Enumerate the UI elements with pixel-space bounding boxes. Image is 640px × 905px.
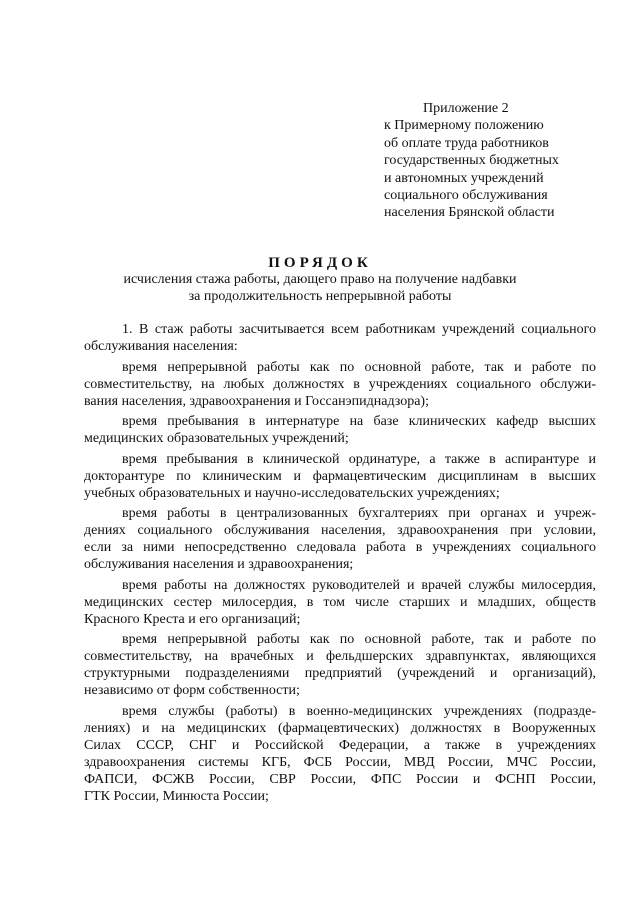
paragraph-line: время работы в централизованных бухгалтериях при органах и учреж- xyxy=(122,506,596,521)
paragraph-line: ФАПСИ, ФСЖВ России, СВР России, ФПС России и ФСНП России, xyxy=(84,771,596,787)
paragraph-line: медицинских образовательных учреждений; xyxy=(84,431,349,446)
paragraph xyxy=(84,413,596,447)
paragraph-line: время непрерывной работы как по основной работе, так и работе по xyxy=(122,632,596,647)
paragraph-line: совместительству, на любых должностях в учреждениях социального обслужи- xyxy=(84,376,596,392)
paragraph-line: обслуживания населения и здравоохранения; xyxy=(84,557,354,572)
appendix-line: населения Брянской области xyxy=(384,205,555,221)
paragraph-line: медицинских сестер милосердия, в том числе старших и младших, обществ xyxy=(84,594,596,610)
document-subtitle xyxy=(0,271,640,305)
paragraph-line: учебных образовательных и научно-исследовательских учреждениях; xyxy=(84,485,500,501)
paragraph-line: структурными подразделениями предприятий (учреждений и организаций), xyxy=(84,666,596,681)
paragraph-line: обслуживания населения: xyxy=(84,339,238,354)
document-title: ПОРЯДОК xyxy=(268,255,372,271)
paragraph-line: Красного Креста и его организаций; xyxy=(84,611,301,627)
appendix-line: социального обслуживания xyxy=(384,188,548,204)
paragraph xyxy=(84,631,596,699)
paragraph-line: время службы (работы) в военно-медицинских учреждениях (подразде- xyxy=(122,703,596,719)
paragraph-line: ГТК России, Минюста России; xyxy=(84,788,269,804)
appendix-line: к Примерному положению xyxy=(384,118,544,134)
paragraph-line: время пребывания в клинической ординатуре, а также в аспирантуре и xyxy=(122,451,596,467)
paragraph-line: докторантуре по клиническим и фармацевтическим дисциплинам в высших xyxy=(84,468,596,484)
paragraph-line: время пребывания в интернатуре на базе клинических кафедр высших xyxy=(122,414,596,429)
appendix-line: и автономных учреждений xyxy=(384,170,544,186)
appendix-line: Приложение 2 xyxy=(423,101,509,116)
document-body xyxy=(84,321,596,808)
appendix-line: об оплате труда работников xyxy=(384,135,549,151)
paragraph-line: 1. В стаж работы засчитывается всем работникам учреждений социального xyxy=(122,322,596,337)
paragraph-line: время непрерывной работы как по основной работе, так и работе по xyxy=(122,359,596,375)
paragraph xyxy=(84,577,596,628)
paragraph xyxy=(84,703,596,805)
paragraph xyxy=(84,505,596,573)
paragraph-line: вания населения, здравоохранения и Госсанэпиднадзора); xyxy=(84,393,429,409)
paragraph-line: совместительству, на врачебных и фельдшерских здравпунктах, являющихся xyxy=(84,649,596,664)
appendix-line: государственных бюджетных xyxy=(384,153,559,169)
subtitle-line: за продолжительность непрерывной работы xyxy=(188,289,452,304)
paragraph-line: Силах СССР, СНГ и Российской Федерации, а также в учреждениях xyxy=(84,737,596,753)
appendix-header xyxy=(384,100,559,222)
paragraph-line: дениях социального обслуживания населения, здравоохранения при условии, xyxy=(84,523,596,538)
paragraph-line: время работы на должностях руководителей и врачей службы милосердия, xyxy=(122,577,596,593)
paragraph-line: лениях) и на медицинских (фармацевтических) должностях в Вооруженных xyxy=(84,720,596,736)
paragraph xyxy=(84,359,596,410)
paragraph-line: здравоохранения системы КГБ, ФСБ России, МВД России, МЧС России, xyxy=(84,754,596,770)
subtitle-line: исчисления стажа работы, дающего право на получение надбавки xyxy=(123,272,517,287)
paragraph xyxy=(84,321,596,355)
paragraph-line: если за ними непосредственно следовала работа в учреждениях социального xyxy=(84,540,596,555)
paragraph xyxy=(84,451,596,502)
paragraph-line: независимо от форм собственности; xyxy=(84,683,300,698)
